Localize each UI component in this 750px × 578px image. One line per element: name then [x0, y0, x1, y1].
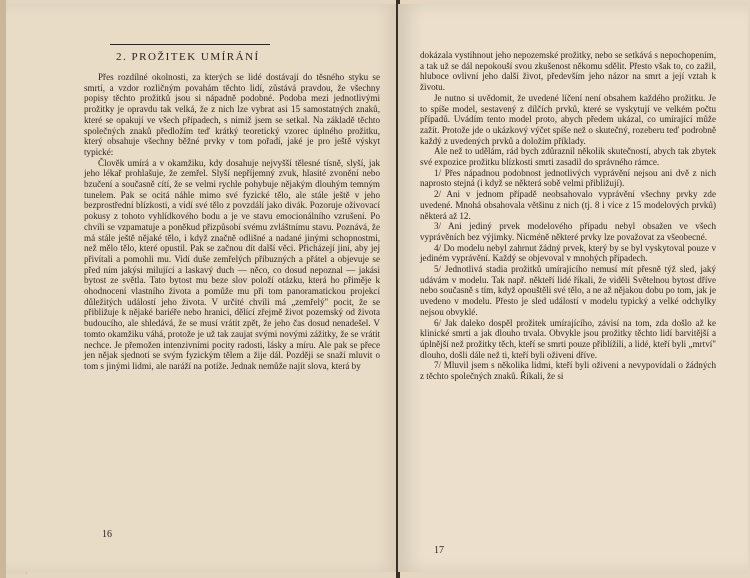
- paragraph: Člověk umírá a v okamžiku, kdy dosahuje nejvyšší tělesné tísně, slyší, jak jeho lékař prohlašuje, že zemřel. Slyší nepříjemný zvuk, hlasité zvonění nebo bzučení a současně cítí, že se velmi rychle pohybuje nějakým dlouhým temným tunelem. Pak se ocitá náhle mimo své fyzické tělo, ale stále ještě v jeho bezprostřední blízkosti, a vidí své tělo z povzdálí jako divák. Pozoruje oživovací pokusy z tohoto vyhlídkového bodu a je ve stavu emocionálního vzrušení. Po chvíli se vzpamatuje a poněkud přizpůsobí svému zvláštnímu stavu. Poznává, že má stále ještě nějaké tělo, i když značně odlišné a nadané jinými schopnostmi, než mělo tělo, které opustil. Pak se začnou dít další věci. Přicházejí jiní, aby jej přivítali a pomohli mu. Vidí duše zemřelých příbuzných a přátel a objevuje se před ním jakýsi milující a laskavý duch — něco, co dosud nepoznal — jakási bytost ze světla. Tato bytost mu beze slov položí otázku, která ho přiměje k ohodnocení vlastního života a pomůže mu při tom panoramatickou projekcí důležitých událostí jeho života. V určité chvíli má „zemřelý" pocit, že se přibližuje k nějaké bariéře nebo hranici, dělící zřejmě život pozemský od života budoucího, ale shledává, že se musí vrátit zpět, že jeho čas dosud nenadešel. V tomto okamžiku váhá, protože je už tak zaujat svými novými zážitky, že se vrátit nechce. Je přemožen intenzivními pocity radosti, lásky a míru. Ale pak se přece jen nějak sjednotí se svým fyzickým tělem a žije dál. Později se snaží mluvit o tom s jinými lidmi, ale naráží na potíže. Jednak nemůže najít slova, která by: [84, 157, 380, 371]
- paragraph: Je nutno si uvědomit, že uvedené líčení není obsahem každého prožitku. Je to spíše model, sestavený z dílčích prvků, které se vyskytují ve velkém počtu případů. Uvádím tento model proto, abych předem ukázal, co umírající může zažít. Protože jde o ukázkový výčet spíše než o skutečný, rozeberu teď podrobně každý z uvedených prvků a doložím příklady.: [420, 92, 716, 146]
- page-number-right: 17: [434, 545, 444, 556]
- left-page-body: [84, 44, 380, 372]
- list-item: 2/ Ani v jednom případě neobsahovalo vyprávění všechny prvky zde uvedené. Mnohá obsahovala většinu z nich (tj. 8 i více z 15 modelových prvků) některá až 12.: [420, 189, 716, 221]
- list-item: 5/ Jednotlivá stadia prožitků umírajícího nemusí mít přesně týž sled, jaký udávám v modelu. Tak např. někteří lidé říkali, že viděli Světelnou bytost dříve nebo současně s tím, když opouštěli své tělo, a ne až nějakou dobu po tom, jak je uvedeno v modelu. Přesto je sled událostí v modelu typický a velké odchylky nejsou obvyklé.: [420, 264, 716, 317]
- list-item: 4/ Do modelu nebyl zahrnut žádný prvek, který by se byl vyskytoval pouze v jediném vyprávění. Každý se objevoval v mnohých případech.: [420, 242, 716, 264]
- chapter-heading: 2. PROŽITEK UMÍRÁNÍ: [116, 51, 260, 63]
- left-page: [6, 4, 398, 572]
- paragraph: dokázala vystihnout jeho nepozemské prožitky, nebo se setkává s nepochopením, a tak už se dál nepokouší svou zkušenost někomu sdělit. Přesto však to, co zažil, hluboce ovlivní jeho další život, především jeho názor na smrt a její vztah k životu.: [420, 50, 716, 93]
- list-item: 1/ Přes nápadnou podobnost jednotlivých vyprávění nejsou ani dvě z nich naprosto stejná (i když se některá sobě velmi přibližují).: [420, 167, 716, 189]
- right-page: [398, 4, 748, 572]
- list-item: 6/ Jak daleko dospěl prožitek umírajícího, závisí na tom, zda došlo až ke klinické smrti a jak dlouho trvala. Obvykle jsou prožitky těchto lidí barvitější a úplnější než prožitky těch, kteří se smrti pouze přiblížili, a lidé, kteří byli „mrtví" dlouho, došli dále než ti, kteří byli oživeni dříve.: [420, 317, 716, 360]
- page-number-left: 16: [102, 529, 112, 540]
- right-page-body: [420, 50, 716, 382]
- list-item: 7/ Mluvil jsem s několika lidmi, kteří byli oživeni a nevypovídali o žádných z těchto společných znaků. Říkali, že si: [420, 360, 716, 382]
- paragraph: Ale než to udělám, rád bych zdůraznil několik skutečností, abych tak zbytek své expozice prožitku blízkosti smrti zasadil do správného rámce.: [420, 146, 716, 168]
- list-item: 3/ Ani jediný prvek modelového případu nebyl obsažen ve všech vyprávěních bez výjimky. Nicméně některé prvky lze považovat za všeobecné.: [420, 221, 716, 242]
- paragraph: Přes rozdílné okolnosti, za kterých se lidé dostávají do těsného styku se smrtí, a vzdor rozličným povahám těchto lidí, zůstává pravdou, že všechny popisy těchto prožitků jsou si nápadně podobné. Podoba mezi jednotlivými prožitky je opravdu tak velká, že z nich lze vybrat asi 15 samostatných znaků, které se opakují ve všech případech, s nimiž jsem se setkal. Na základě těchto společných znaků předložím teď krátký teoretický vzorec úplného prožitku, který obsahuje všechny běžné prvky v tom pořadí, jaké je pro ještě výskyt typické:: [84, 72, 380, 157]
